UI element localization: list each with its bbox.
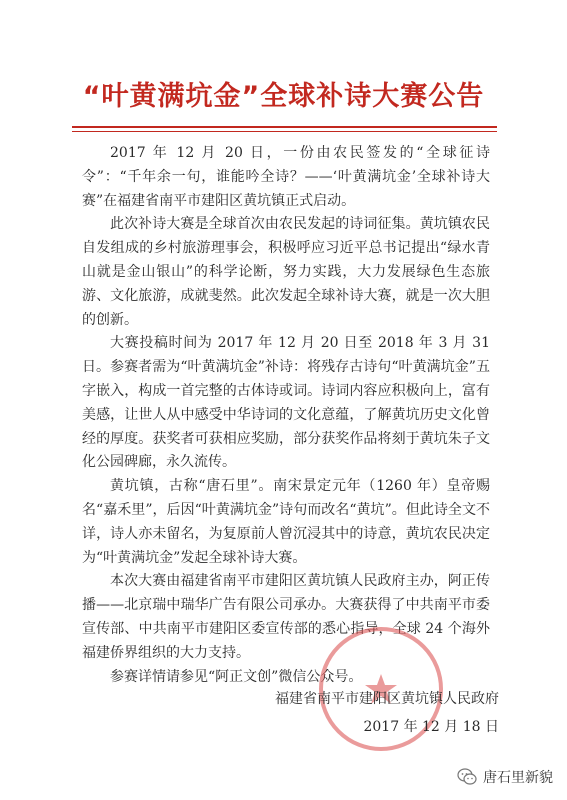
paragraph-launch: 2017 年 12 月 20 日，一份由农民签发的“全球征诗令”：“千年余一句，谁能吟全诗？——‘叶黄满坑金’全球补诗大赛”在福建省南平市建阳区黄坑镇正式启动。 bbox=[82, 145, 490, 209]
paragraph-background: 此次补诗大赛是全球首次由农民发起的诗词征集。黄坑镇农民自发组成的乡村旅游理事会，积极呼应习近平总书记提出“绿水青山就是金山银山”的科学论断，努力实践，大力发展绿色生态旅游、文化旅游，成就斐然。此次发起全球补诗大赛，就是一次大胆的创新。 bbox=[82, 216, 490, 328]
page-title: “叶黄满坑金”全球补诗大赛公告 bbox=[82, 81, 485, 112]
signature-date: 2017 年 12 月 18 日 bbox=[363, 719, 499, 735]
wechat-watermark bbox=[457, 766, 553, 788]
watermark-label: 唐石里新貌 bbox=[483, 770, 553, 786]
paragraph-organizers: 本次大赛由福建省南平市建阳区黄坑镇人民政府主办，阿正传播——北京瑞中瑞华广告有限公司承办。大赛获得了中共南平市委宣传部、中共南平市建阳区委宣传部的悉心指导，全球 24 个海外福建侨界组织的大力支持。 bbox=[82, 573, 490, 661]
title-rule-bottom bbox=[72, 131, 497, 132]
paragraph-rules: 大赛投稿时间为 2017 年 12 月 20 日至 2018 年 3 月 31 日。参赛者需为“叶黄满坑金”补诗：将残存古诗句“叶黄满坑金”五字嵌入，构成一首完整的古体诗或词。诗词内容应积极向上，富有美感，让世人从中感受中华诗词的文化意蕴，了解黄坑历史文化曾经的厚度。获奖者可获相应奖励，部分获奖作品将刻于黄坑朱子文化公园碑廊，永久流传。 bbox=[82, 335, 490, 471]
paragraph-details: 参赛详情请参见“阿正文创”微信公众号。 bbox=[110, 668, 363, 685]
wechat-icon bbox=[457, 768, 477, 786]
announcement-body bbox=[82, 142, 490, 689]
signature-organization: 福建省南平市建阳区黄坑镇人民政府 bbox=[275, 691, 499, 707]
paragraph-history: 黄坑镇，古称“唐石里”。南宋景定元年（1260 年）皇帝赐名“嘉禾里”，后因“叶黄满坑金”诗句而改名“黄坑”。但此诗全文不详，诗人亦未留名，为复原前人曾沉浸其中的诗意，黄坑农民决定为“叶黄满坑金”发起全球补诗大赛。 bbox=[82, 478, 490, 566]
title-rule-top bbox=[72, 126, 497, 128]
